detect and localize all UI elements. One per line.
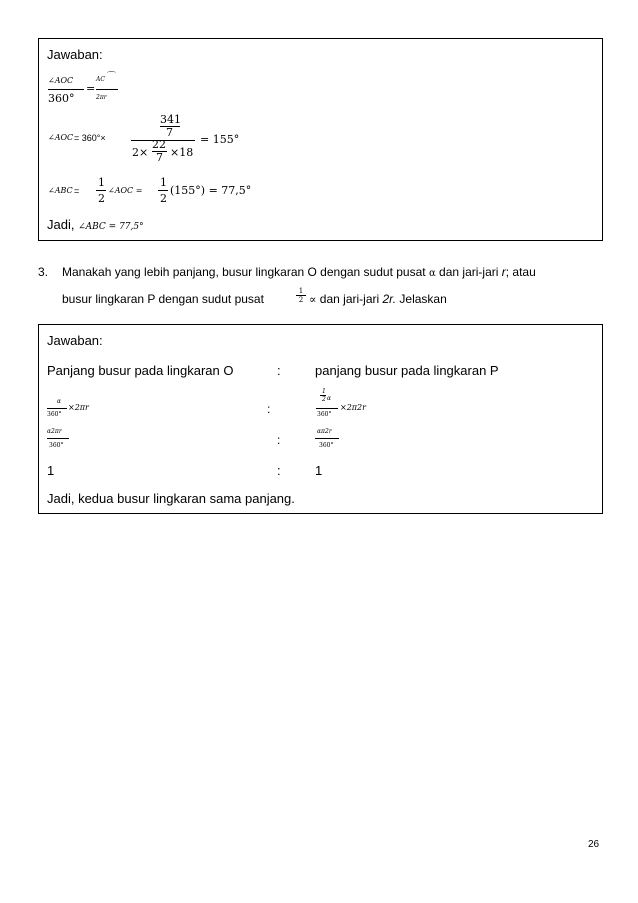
eq3-half2-num: 1 [160,176,167,189]
proportional-symbol: ∝ [309,293,317,306]
question-line-1-text-c: ; atau [505,265,536,279]
row2-right-line [315,438,339,439]
eq2-bot-num: 22 [152,138,166,151]
half-den: 2 [298,296,304,304]
row1-right-tail: ×2π2r [340,403,366,412]
question-line-1-text-a: Manakah yang lebih panjang, busur lingkaran O dengan sudut pusat [62,265,426,279]
row1-left-line [47,408,67,409]
row3-left: 1 [47,463,55,478]
question-line-2-rest [309,292,447,306]
question-line-2-text-c: Jelaskan [399,292,447,306]
question-line-1-text-b: dan jari-jari [439,265,499,279]
answer-label: Jawaban: [47,47,103,62]
question-line-2 [62,292,264,306]
eq3-tail: (155°) = 77,5° [170,184,252,197]
eq1-num-left: ∠AOC [48,76,74,85]
eq1-frac-line-left [48,89,84,90]
eq2-bot-suffix: ×18 [170,146,194,159]
half-num: 1 [298,287,304,295]
conclusion-1-math: ∠ABC = 77,5° [78,222,144,232]
eq1-arc: ⌒ [107,72,117,82]
conclusion-2: Jadi, kedua busur lingkaran sama panjang. [47,491,295,506]
answer-box-1 [38,38,603,241]
half-fraction [296,287,306,304]
row3-right: 1 [315,463,323,478]
eq3-half-den: 2 [98,192,105,205]
eq2-lhs: ∠AOC [48,133,74,142]
row2-right-num: απ2r [317,428,332,435]
row1-right-top-num: 1 [322,388,326,395]
eq3-eq-sign: = [74,186,80,196]
row1-right-den: 360° [317,411,332,418]
eq2-eq-sign: = 360°× [74,133,106,143]
colon-heading: : [277,363,281,378]
row1-left-tail: ×2πr [68,403,89,412]
row2-right-den: 360° [319,442,334,449]
eq2-top-den: 7 [166,126,173,139]
row2-colon: : [277,433,281,447]
row1-left-den: 360° [47,411,62,418]
eq1-num-right: AC [96,76,105,83]
question-line-2-text-a: busur lingkaran P dengan sudut pusat [62,292,264,306]
eq3-half-num: 1 [98,176,105,189]
right-heading: panjang busur pada lingkaran P [315,363,499,378]
row2-left-den: 360° [49,442,64,449]
eq2-result: = 155° [200,133,240,146]
eq1-den-right: 2πr [96,94,107,101]
eq1-equals: = [86,82,96,95]
row1-right-top-alpha: α [327,395,332,402]
row3-colon: : [277,463,281,478]
eq1-den-left: 360° [48,92,75,105]
2r-variable: 2r. [382,292,397,306]
eq1-frac-line-right [96,89,118,90]
eq3-lhs: ∠ABC [48,186,73,195]
r-variable: r [501,265,506,279]
conclusion-1-prefix: Jadi, [47,217,75,232]
question-number: 3. [38,265,49,279]
eq2-bot-prefix: 2× [132,146,149,159]
answer-label-2: Jawaban: [47,333,103,348]
row1-right-top-den: 2 [322,396,326,403]
answer-box-2 [38,324,603,514]
row2-left-line [47,438,69,439]
row1-colon: : [267,402,271,416]
page-number: 26 [588,839,600,850]
question-line-1 [62,265,536,279]
row1-right-line [316,408,338,409]
row2-left-num: α2πr [47,428,62,435]
left-heading: Panjang busur pada lingkaran O [47,363,234,378]
conclusion-1 [47,217,144,232]
row1-left-num: α [57,398,62,405]
eq3-half2-line [158,190,168,191]
question-line-2-text-b: dan jari-jari [319,292,380,306]
eq3-half2-den: 2 [160,192,167,205]
eq2-top-num: 341 [160,113,181,126]
eq2-bot-den: 7 [156,151,163,164]
eq3-mid: ∠AOC = [108,186,143,195]
alpha-symbol: α [428,268,436,279]
eq3-half-line [96,190,106,191]
